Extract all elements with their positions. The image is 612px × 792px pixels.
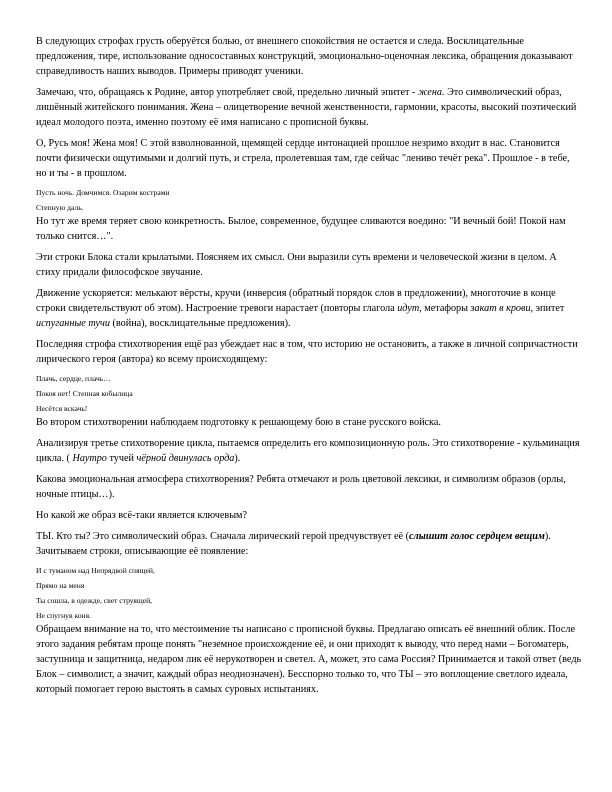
paragraph-9: [36, 436, 582, 466]
paragraph-2-emphasis: жена.: [417, 87, 445, 98]
paragraph-12-emphasis: слышит голос сердцем вещим: [409, 531, 545, 542]
paragraph-6-emphasis-3: испуганные тучи: [36, 318, 110, 329]
paragraph-9-emphasis-1: Наутро: [72, 453, 107, 464]
quote-line-3: Плачь, сердце, плачь…: [36, 374, 111, 383]
quote-line-2: Степную даль.: [36, 203, 84, 212]
paragraph-10: Какова эмоциональная атмосфера стихотворения? Ребята отмечают и роль цветовой лексики, и символизм образов (орлы, ночные птицы…).: [36, 474, 566, 500]
paragraph-5: Эти строки Блока стали крылатыми. Поясняем их смысл. Они выразили суть времени и человеческой жизни в целом. А стиху придали философское звучание.: [36, 252, 557, 278]
quote-line-4: Покоя нет! Степная кобылица: [36, 389, 133, 398]
paragraph-7: Последняя строфа стихотворения ещё раз убеждает нас в том, что историю не остановить, а также в личной сопричастности лирического героя (автора) ко всему происходящему:: [36, 339, 578, 365]
paragraph-9-text-a: Анализируя третье стихотворение цикла, пытаемся определить его композиционную роль. Это стихотворение - кульминация цикла. (: [36, 438, 580, 464]
paragraph-9-text-b: тучей: [106, 453, 137, 464]
quote-line-8: Ты сошла, в одежде, свет струящей,: [36, 596, 153, 605]
paragraph-6-emphasis-1: идут: [397, 303, 420, 314]
paragraph-3: О, Русь моя! Жена моя! С этой взволнованной, щемящей сердце интонацией прошлое незримо входит в нас. Становится почти физически ощутимыми и долгий путь, и стрела, пролетевшая там, где сейчас "лениво течёт река". Прошлое - в тебе, но и ты - в прошлом.: [36, 138, 570, 179]
paragraph-6-text-a: Движение ускоряется: мелькают вёрсты, кручи (инверсия (обратный порядок слов в предложении), многоточие в конце строки свидетельствуют об этом). Настроение тревоги нарастает (повторы глагола: [36, 288, 556, 314]
quote-line-6: И с туманом над Непрядвой спящей,: [36, 566, 155, 575]
paragraph-12-text-b: ). Зачитываем строки, описывающие её появление:: [36, 531, 551, 557]
paragraph-6-text-b: , метафоры: [419, 303, 471, 314]
paragraph-2-text-a: Замечаю, что, обращаясь к Родине, автор употребляет свой, предельно личный эпитет -: [36, 87, 418, 98]
quote-line-9: Не спугнув коня.: [36, 611, 91, 620]
paragraph-6: [36, 286, 582, 331]
paragraph-9-text-c: ).: [234, 453, 241, 464]
quote-line-5: Несётся вскачь!: [36, 404, 88, 413]
paragraph-4: Но тут же время теряет свою конкретность. Былое, современное, будущее сливаются воедино: "И вечный бой! Покой нам только снится…".: [36, 216, 566, 242]
paragraph-6-text-c: , эпитет: [530, 303, 565, 314]
paragraph-1: В следующих строфах грусть оберуётся болью, от внешнего спокойствия не остается и следа. Восклицательные предложения, тире, использование односоставных конструкций, эмоционально-оценочная лексика, обращения доказывают справедливость наших выводов. Примеры приводят ученики.: [36, 36, 573, 77]
paragraph-6-emphasis-2: закат в крови: [470, 303, 531, 314]
paragraph-9-emphasis-2: чёрной двинулась орда: [136, 453, 235, 464]
paragraph-2: [36, 85, 582, 130]
quote-line-7: Прямо на меня: [36, 581, 85, 590]
paragraph-8: Во втором стихотворении наблюдаем подготовку к решающему бою в стане русского войска.: [36, 417, 441, 428]
paragraph-11: Но какой же образ всё-таки является ключевым?: [36, 510, 248, 521]
paragraph-13: Обращаем внимание на то, что местоимение ты написано с прописной буквы. Предлагаю описать её внешний облик. После этого задания ребятам проще понять "неземное происхождение её, и они приходят к выводу, что перед нами – Богоматерь, заступница и защитница, недаром лик её нерукотворен и светел. А, может, это сама Россия? Принимается и такой ответ (ведь Блок – символист, а значит, каждый образ неоднозначен). Бесспорно только то, что ТЫ – это воплощение светлого идеала, который помогает герою выстоять в самых суровых испытаниях.: [36, 624, 582, 695]
paragraph-12: [36, 529, 582, 559]
paragraph-2-text-b: Это символический образ, лишённый житейского понимания. Жена – олицетворение вечной женственности, гармонии, красоты, высокий поэтический идеал молодого поэта, именно поэтому её имя написано с прописной буквы.: [36, 87, 577, 128]
document-page: [36, 34, 582, 703]
paragraph-6-text-d: (война), восклицательные предложения).: [109, 318, 291, 329]
quote-line-1: Пусть ночь. Домчимся. Озарим кострами: [36, 188, 170, 197]
paragraph-12-text-a: ТЫ. Кто ты? Это символический образ. Сначала лирический герой предчувствует её (: [36, 531, 409, 542]
